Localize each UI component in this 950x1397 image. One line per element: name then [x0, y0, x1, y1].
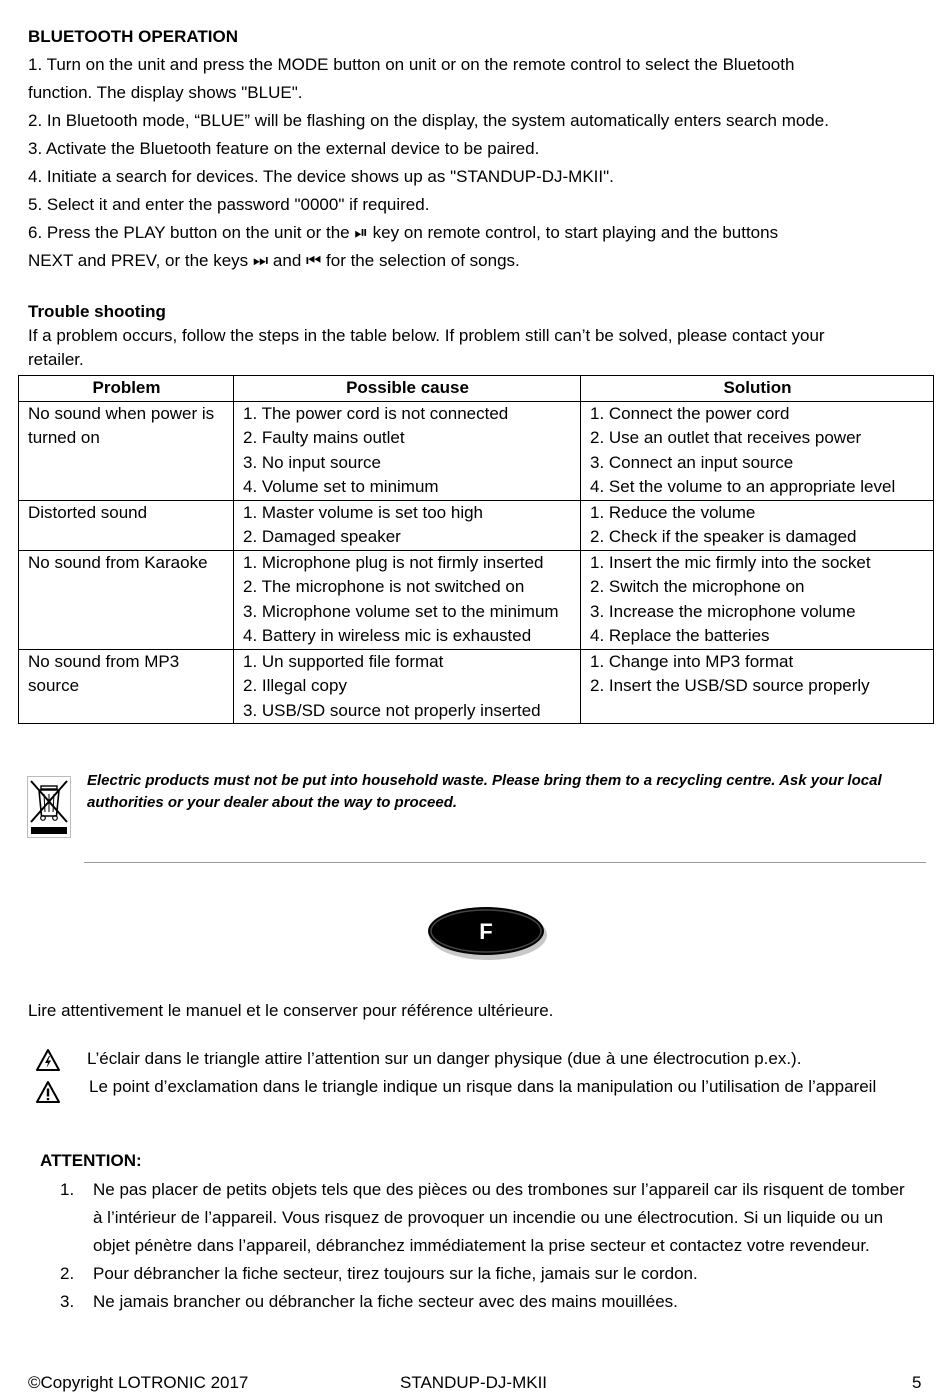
troubleshooting-heading: Trouble shooting — [28, 302, 166, 321]
bluetooth-heading: BLUETOOTH OPERATION — [28, 27, 238, 46]
bluetooth-line: function. The display shows "BLUE". — [28, 83, 303, 102]
cause-item: 3. No input source — [243, 452, 381, 472]
solution-item: 2. Insert the USB/SD source properly — [590, 676, 870, 695]
list-item-number: 1. — [60, 1180, 75, 1199]
solution-item: 4. Set the volume to an appropriate level — [590, 477, 896, 496]
list-item — [60, 1176, 910, 1260]
troubleshooting-intro: retailer. — [28, 350, 84, 369]
crossed-out-bin-icon — [27, 776, 71, 838]
column-header-cause: Possible cause — [234, 376, 581, 402]
solution-item: 1. Reduce the volume — [590, 502, 756, 522]
table-row — [19, 401, 934, 500]
bluetooth-line: 5. Select it and enter the password "0000" if required. — [28, 195, 430, 214]
solution-item: 2. Check if the speaker is damaged — [590, 527, 857, 546]
table-row — [19, 649, 934, 724]
solution-item: 3. Increase the microphone volume — [590, 601, 856, 621]
footer-model: STANDUP-DJ-MKII — [400, 1373, 548, 1392]
page-number: 5 — [912, 1373, 922, 1392]
bluetooth-line: 1. Turn on the unit and press the MODE button on unit or on the remote control to select the Bluetooth — [28, 55, 795, 74]
language-badge-label: F — [479, 919, 493, 944]
attention-list — [60, 1176, 910, 1316]
solution-item: 1. Connect the power cord — [590, 403, 790, 423]
solution-item: 1. Insert the mic firmly into the socket — [590, 552, 871, 572]
list-item-text: Pour débrancher la fiche secteur, tirez toujours sur la fiche, jamais sur le cordon. — [93, 1264, 698, 1283]
cause-item: 2. Illegal copy — [243, 676, 347, 695]
section-divider — [84, 862, 926, 863]
list-item-text: Ne pas placer de petits objets tels que des pièces ou des trombones sur l’appareil car ils risquent de tomber à l’intérieur de l’appareil. Vous risquez de provoquer un incendie ou une électrocution. Si un liquide ou un objet pénètre dans l’appareil, débranchez immédiatement la prise secteur et contactez votre revendeur. — [93, 1180, 905, 1255]
list-item-text: Ne jamais brancher ou débrancher la fiche secteur avec des mains mouillées. — [93, 1292, 678, 1311]
cause-item: 1. The power cord is not connected — [243, 403, 509, 423]
warning-text: Le point d’exclamation dans le triangle indique un risque dans la manipulation ou l’utilisation de l’appareil — [89, 1077, 877, 1096]
list-item-number: 3. — [60, 1292, 75, 1311]
cause-cell — [234, 649, 581, 724]
french-intro: Lire attentivement le manuel et le conserver pour référence ultérieure. — [28, 1001, 554, 1020]
cause-item: 2. Damaged speaker — [243, 527, 401, 546]
lightning-warning-icon — [36, 1048, 60, 1072]
bluetooth-line: 4. Initiate a search for devices. The device shows up as "STANDUP-DJ-MKII". — [28, 167, 614, 186]
solution-cell — [581, 500, 934, 550]
cause-item: 1. Un supported file format — [243, 651, 444, 671]
solution-item: 2. Use an outlet that receives power — [590, 428, 862, 447]
solution-cell — [581, 649, 934, 724]
troubleshooting-intro: If a problem occurs, follow the steps in the table below. If problem still can’t be solved, please contact your — [28, 326, 825, 345]
solution-item: 2. Switch the microphone on — [590, 577, 805, 596]
solution-cell — [581, 550, 934, 649]
bluetooth-line: 6. Press the PLAY button on the unit or the ⏯ key on remote control, to start playing and the buttons — [28, 223, 779, 242]
problem-cell: No sound from Karaoke — [19, 550, 234, 649]
table-row — [19, 500, 934, 550]
cause-cell — [234, 500, 581, 550]
warning-text: L’éclair dans le triangle attire l’attention sur un danger physique (due à une électrocution p.ex.). — [87, 1049, 802, 1068]
bluetooth-line: NEXT and PREV, or the keys ⏭ and ⏮ for the selection of songs. — [28, 251, 520, 270]
cause-item: 3. USB/SD source not properly inserted — [243, 700, 541, 720]
cause-item: 1. Microphone plug is not firmly inserted — [243, 552, 544, 572]
problem-cell: Distorted sound — [19, 500, 234, 550]
solution-item: 3. Connect an input source — [590, 452, 794, 472]
column-header-problem: Problem — [19, 376, 234, 402]
problem-cell: No sound from MP3 source — [19, 649, 234, 724]
cause-cell — [234, 550, 581, 649]
attention-heading: ATTENTION: — [40, 1151, 142, 1170]
language-badge — [426, 901, 550, 963]
weee-notice: Electric products must not be put into household waste. Please bring them to a recycling centre. Ask your local authorities or your dealer about the way to proceed. — [87, 772, 882, 811]
solution-item: 4. Replace the batteries — [590, 626, 770, 645]
cause-item: 4. Volume set to minimum — [243, 477, 439, 496]
cause-item: 3. Microphone volume set to the minimum — [243, 601, 559, 621]
list-item-number: 2. — [60, 1264, 75, 1283]
problem-cell: No sound when power is turned on — [19, 401, 234, 500]
solution-cell — [581, 401, 934, 500]
footer-copyright: ©Copyright LOTRONIC 2017 — [28, 1373, 249, 1392]
bluetooth-section — [28, 23, 928, 275]
bluetooth-line: 2. In Bluetooth mode, “BLUE” will be flashing on the display, the system automatically enters search mode. — [28, 111, 829, 130]
exclamation-warning-icon — [36, 1080, 60, 1104]
list-item — [60, 1260, 910, 1288]
column-header-solution: Solution — [581, 376, 934, 402]
cause-item: 2. The microphone is not switched on — [243, 577, 525, 596]
table-header-row — [19, 376, 934, 402]
solution-item: 1. Change into MP3 format — [590, 651, 794, 671]
cause-item: 4. Battery in wireless mic is exhausted — [243, 626, 532, 645]
list-item — [60, 1288, 910, 1316]
cause-cell — [234, 401, 581, 500]
cause-item: 2. Faulty mains outlet — [243, 428, 405, 447]
cause-item: 1. Master volume is set too high — [243, 502, 484, 522]
troubleshooting-section — [28, 300, 928, 372]
table-row — [19, 550, 934, 649]
troubleshooting-table — [18, 375, 934, 724]
bluetooth-line: 3. Activate the Bluetooth feature on the external device to be paired. — [28, 139, 540, 158]
